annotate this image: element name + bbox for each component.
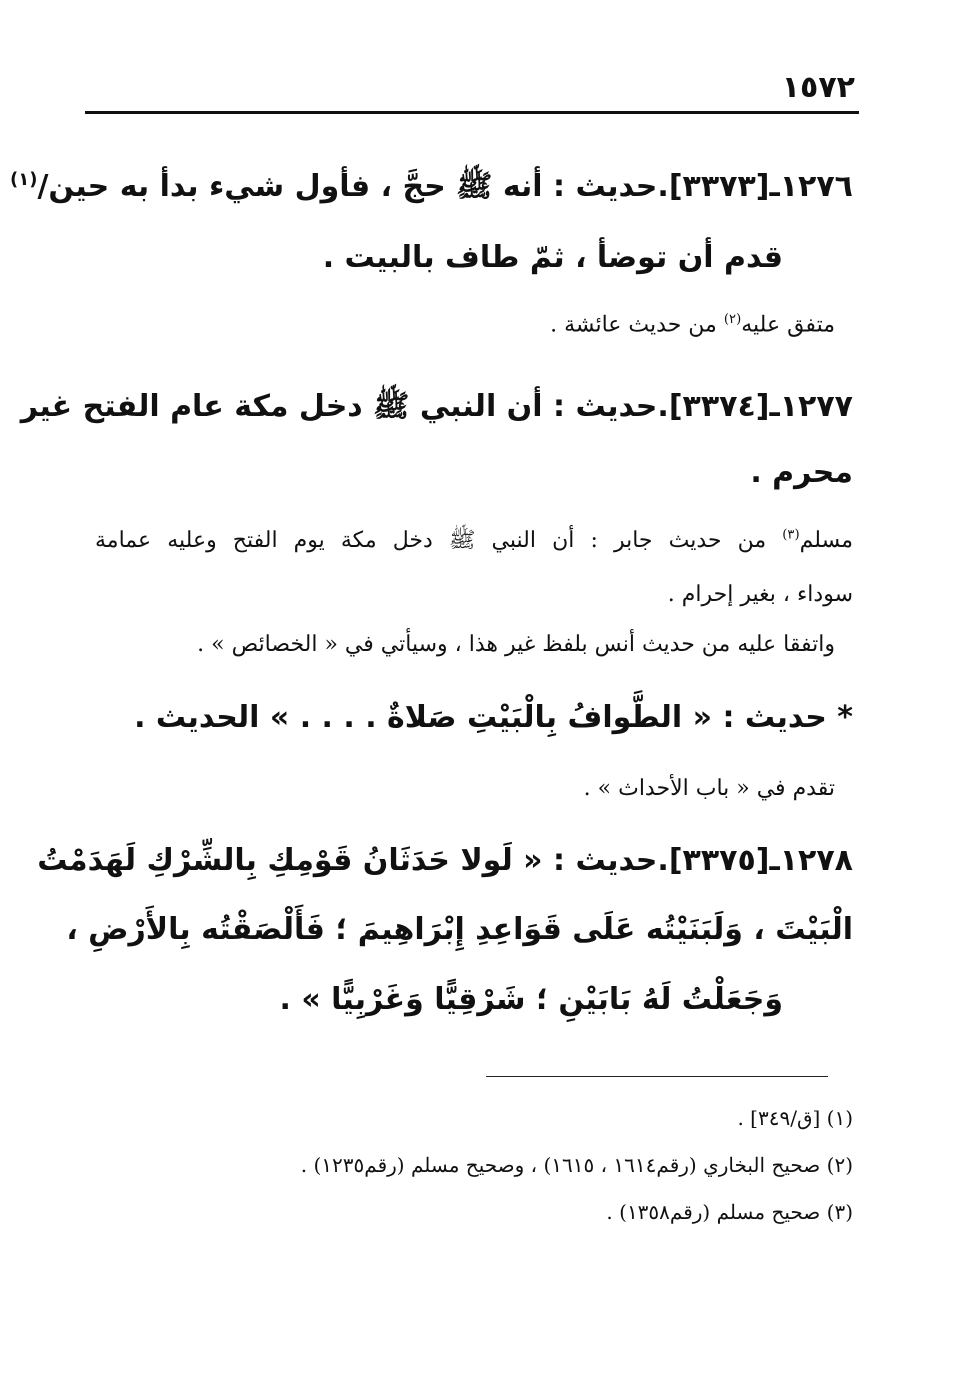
hadith-1278-line2: الْبَيْتَ ، وَلَبَنَيْتُه عَلَى قَوَاعِدِ إِبْرَاهِيمَ ؛ فَأَلْصَقْتُه بِالأَرْضِ ، xyxy=(66,912,853,947)
footnote-marker-2: (٢) xyxy=(723,312,742,327)
footnote-1: (١) [ق/٣٤٩] . xyxy=(737,1106,853,1130)
footnote-2: (٢) صحيح البخاري (رقم١٦١٤ ، ١٦١٥) ، وصحيح مسلم (رقم١٢٣٥) . xyxy=(300,1153,853,1177)
hadith-1276-note xyxy=(550,312,835,337)
hadith-1278-line1: ١٢٧٨ـ[٣٣٧٥].حديث : « لَولا حَدَثَانُ قَوْمِكِ بِالشِّرْكِ لَهَدَمْتُ xyxy=(37,843,853,878)
hadith-1277-note-line2: سوداء ، بغير إحرام . xyxy=(667,582,853,607)
hadith-tawaf-note: تقدم في « باب الأحداث » . xyxy=(583,776,835,801)
hadith-1277-line1: ١٢٧٧ـ[٣٣٧٤].حديث : أن النبي ﷺ دخل مكة عام الفتح غير xyxy=(20,389,853,424)
footnote-marker-3: (٣) xyxy=(782,527,800,543)
note-suffix: من حديث عائشة . xyxy=(550,312,717,338)
hadith-1277-line2: محرم . xyxy=(750,455,853,490)
note-prefix: متفق عليه xyxy=(741,312,835,338)
header-rule xyxy=(85,111,859,114)
footnote-3: (٣) صحيح مسلم (رقم١٣٥٨) . xyxy=(606,1200,853,1224)
hadith-tawaf: * حديث : « الطَّوافُ بِالْبَيْتِ صَلاةٌ . . . . » الحديث . xyxy=(134,700,853,735)
footnote-separator xyxy=(486,1076,828,1077)
page-number: ١٥٧٢ xyxy=(781,70,855,105)
note-prefix: مسلم xyxy=(799,528,853,553)
note-suffix: من حديث جابر : أن النبي ﷺ دخل مكة يوم الفتح وعليه عمامة xyxy=(95,528,767,553)
hadith-1276-line1 xyxy=(10,168,853,211)
footnote-marker-1: (١) xyxy=(9,169,38,190)
hadith-1278-line3: وَجَعَلْتُ لَهُ بَابَيْنِ ؛ شَرْقِيًّا وَغَرْبِيًّا » . xyxy=(279,982,783,1017)
hadith-1277-note-line1 xyxy=(95,526,853,558)
hadith-1276-text: ١٢٧٦ـ[٣٣٧٣].حديث : أنه ﷺ حجَّ ، فأول شيء بدأ به حين/ xyxy=(37,169,853,204)
hadith-1277-note-line3: واتفقا عليه من حديث أنس بلفظ غير هذا ، وسيأتي في « الخصائص » . xyxy=(197,632,835,657)
hadith-1276-line2: قدم أن توضأ ، ثمّ طاف بالبيت . xyxy=(322,240,783,275)
